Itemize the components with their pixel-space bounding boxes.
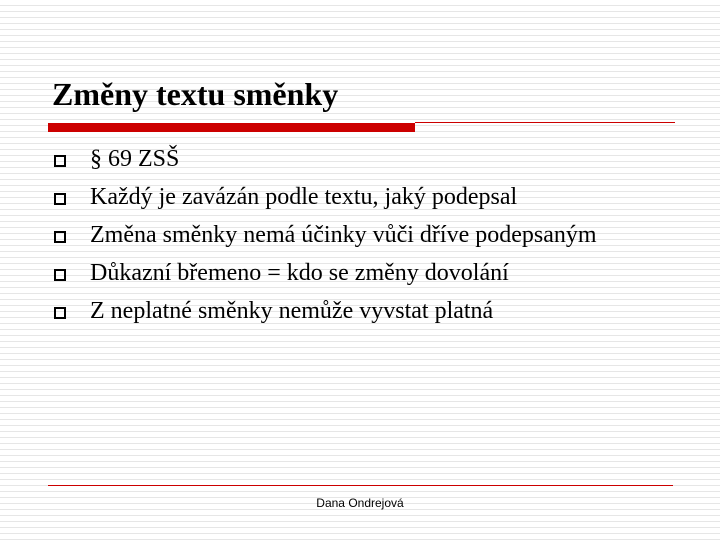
footer-author: Dana Ondrejová: [316, 496, 404, 510]
footer-divider: [48, 485, 673, 486]
slide-title: Změny textu směnky: [52, 76, 339, 112]
hollow-square-icon: [54, 155, 66, 167]
bullet-item: [54, 182, 674, 212]
hollow-square-icon: [54, 231, 66, 243]
bullet-text: Změna směnky nemá účinky vůči dříve podepsaným: [90, 222, 597, 248]
bullet-text: Důkazní břemeno = kdo se změny dovolání: [90, 260, 509, 286]
hollow-square-icon: [54, 307, 66, 319]
hollow-square-icon: [54, 269, 66, 281]
bullet-text: Z neplatné směnky nemůže vyvstat platná: [90, 298, 494, 324]
bullet-text: Každý je zavázán podle textu, jaký podepsal: [90, 184, 518, 210]
title-underline-thin: [415, 122, 675, 123]
title-underline-accent: [48, 123, 415, 132]
hollow-square-icon: [54, 193, 66, 205]
bullet-item: [54, 296, 674, 326]
bullet-item: [54, 258, 674, 288]
bullet-item: [54, 220, 674, 250]
bullet-text: § 69 ZSŠ: [90, 146, 180, 172]
bullet-item: [54, 144, 674, 174]
title-underline: [48, 122, 675, 132]
bullet-list: [54, 144, 674, 334]
